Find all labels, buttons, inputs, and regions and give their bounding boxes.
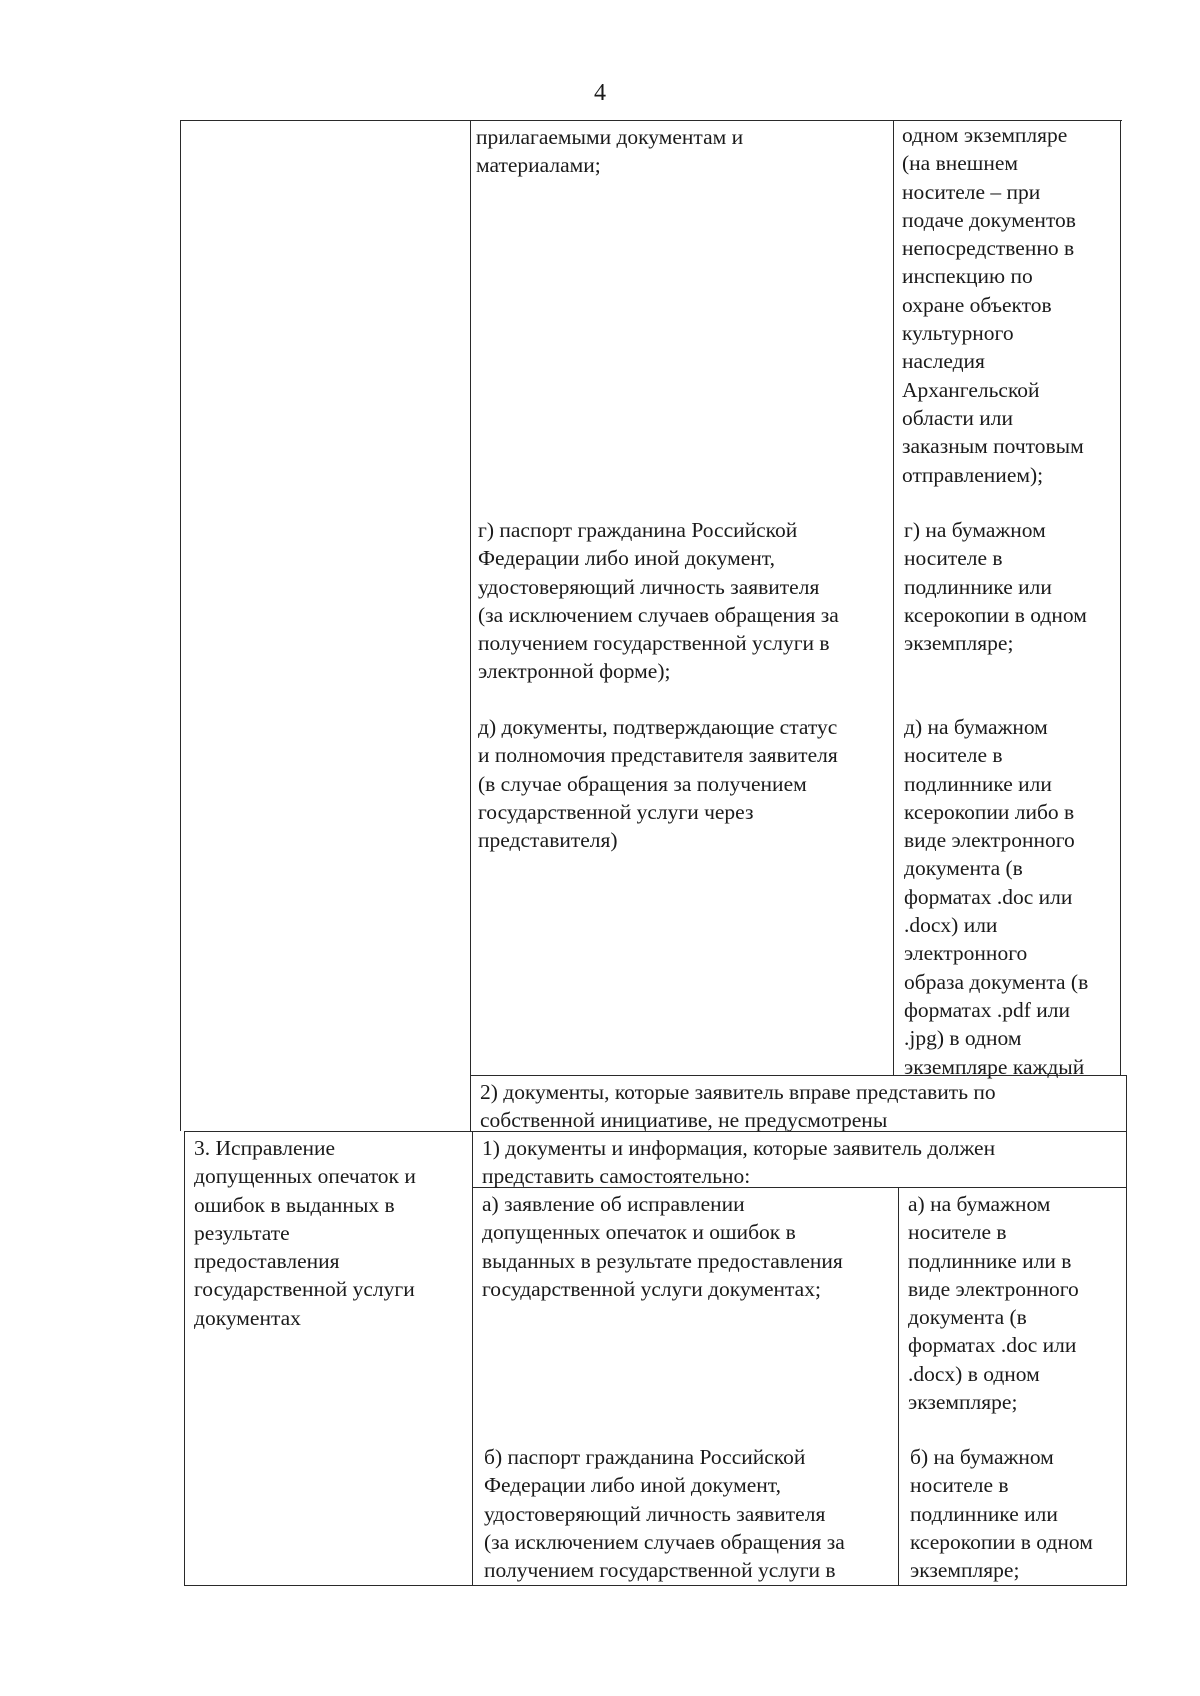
- document-item-d: д) документы, подтверждающие статус и полномочия представителя заявителя (в случае обращения за получением государственной услуги через представителя): [478, 715, 838, 853]
- column-divider: [472, 1131, 473, 1586]
- document-item-a: а) заявление об исправлении допущенных опечаток и ошибок в выданных в результате предоставления государственной услуги документах;: [482, 1192, 843, 1301]
- document-item-continued: прилагаемыми документам и материалами;: [476, 125, 744, 178]
- column-divider: [898, 1187, 899, 1585]
- service-name-cell: 3. Исправление допущенных опечаток и ошибок в выданных в результате предоставления государственной услуги документах: [194, 1136, 416, 1330]
- document-item-g: г) паспорт гражданина Российской Федерации либо иной документ, удостоверяющий личность заявителя (за исключением случаев обращения за получением государственной услуги в электронной форме);: [478, 518, 839, 684]
- page-number: 4: [594, 80, 606, 106]
- table-bottom-border: [184, 1585, 1127, 1586]
- required-documents-heading: 1) документы и информация, которые заявитель должен представить самостоятельно:: [482, 1136, 996, 1189]
- optional-documents-note: 2) документы, которые заявитель вправе представить по собственной инициативе, не предусмотрены: [480, 1080, 996, 1133]
- table-left-border: [180, 120, 181, 1131]
- column-divider: [470, 120, 471, 1131]
- table-left-border: [184, 1131, 185, 1586]
- table-right-border: [1120, 120, 1121, 1075]
- submission-form-a: а) на бумажном носителе в подлиннике или в виде электронного документа (в форматах .doc или .docx) в одном экземпляре;: [908, 1192, 1079, 1415]
- document-item-b: б) паспорт гражданина Российской Федерации либо иной документ, удостоверяющий личность заявителя (за исключением случаев обращения за получением государственной услуги в: [484, 1445, 845, 1583]
- table-right-border: [1126, 1075, 1127, 1586]
- submission-form-g: г) на бумажном носителе в подлиннике или ксерокопии в одном экземпляре;: [904, 518, 1087, 656]
- submission-form-continued: одном экземпляре (на внешнем носителе – при подаче документов непосредственно в инспекцию по охране объектов культурного наследия Архангельской области или заказным почтовым отправлением);: [902, 123, 1084, 487]
- submission-form-b: б) на бумажном носителе в подлиннике или ксерокопии в одном экземпляре;: [910, 1445, 1093, 1583]
- column-divider: [893, 120, 894, 1075]
- submission-form-d: д) на бумажном носителе в подлиннике или ксерокопии либо в виде электронного документа (в форматах .doc или .docx) или электронного образа документа (в форматах .pdf или .jpg) в одном экземпляре каждый: [904, 715, 1089, 1079]
